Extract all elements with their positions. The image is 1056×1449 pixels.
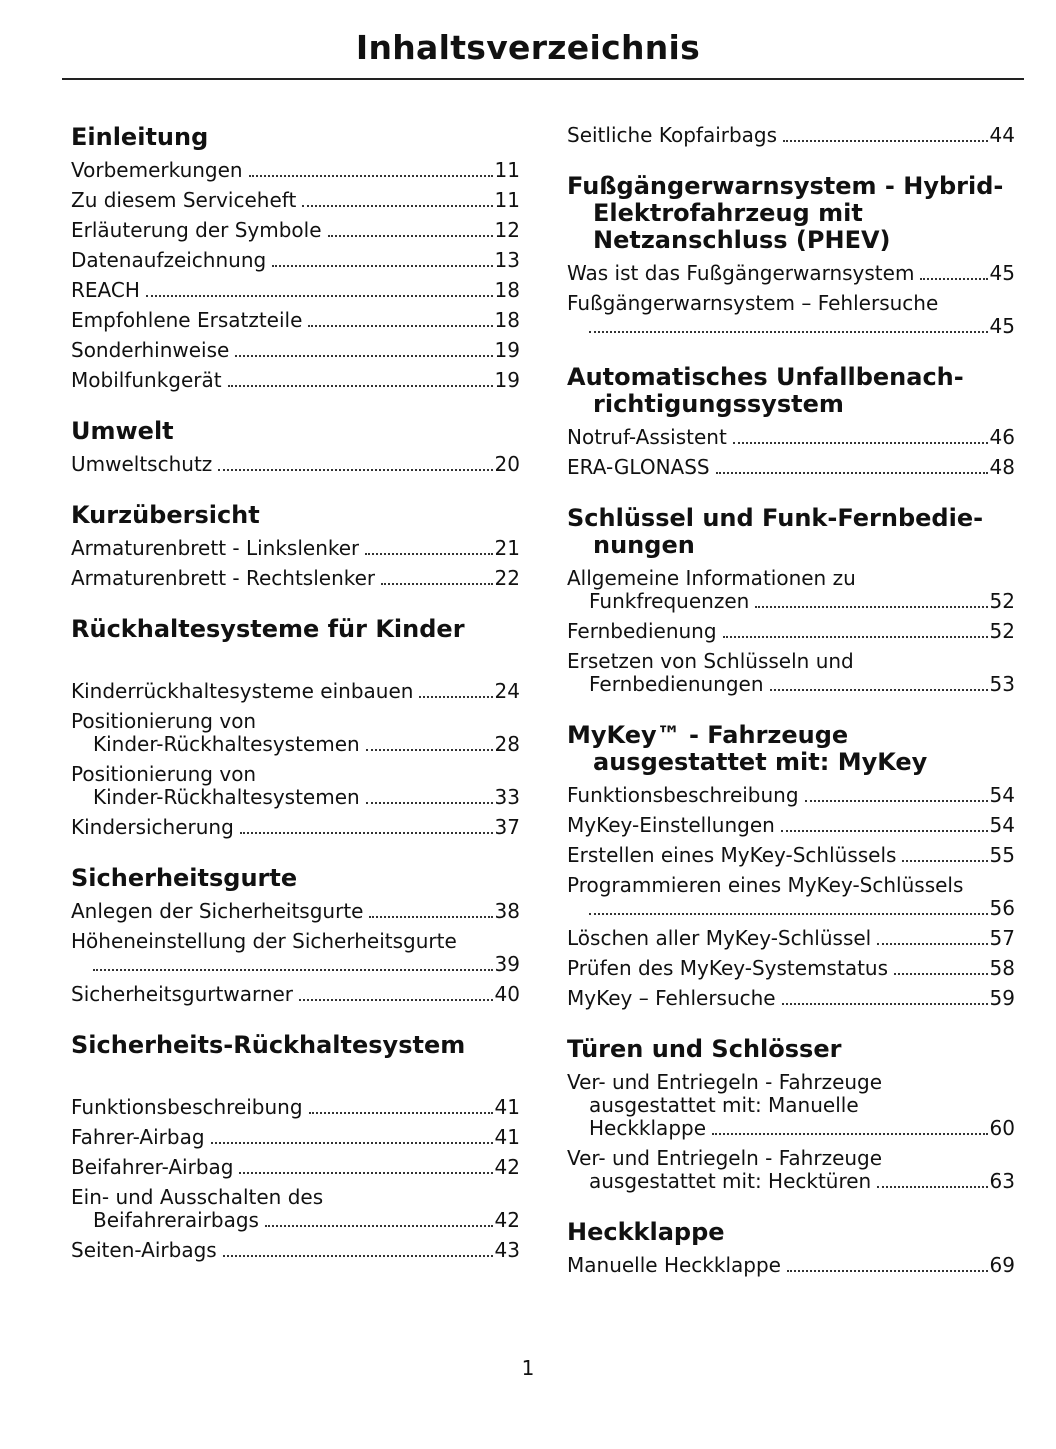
dot-leader — [366, 802, 493, 804]
toc-entry[interactable] — [567, 874, 1015, 920]
toc-entry[interactable] — [71, 567, 520, 590]
toc-entry-title: Erstellen eines MyKey-Schlüssels — [567, 844, 897, 867]
dot-leader — [783, 140, 988, 142]
toc-entry-title: Datenaufzeichnung — [71, 249, 267, 272]
toc-entry[interactable] — [71, 1186, 520, 1232]
toc-entry-title: ERA-GLONASS — [567, 456, 710, 479]
toc-entry[interactable] — [567, 456, 1015, 479]
toc-page-number: 54 — [989, 783, 1015, 807]
toc-entry[interactable] — [567, 844, 1015, 867]
toc-entry-line — [71, 369, 520, 392]
toc-entry-line — [71, 309, 520, 332]
toc-entry[interactable] — [567, 957, 1015, 980]
toc-page-number: 21 — [494, 536, 520, 560]
toc-entry-title: ausgestattet mit: Hecktüren — [589, 1170, 872, 1193]
toc-entry-title: Funkfrequenzen — [589, 590, 750, 613]
toc-page-number: 52 — [989, 619, 1015, 643]
toc-page-number: 43 — [494, 1238, 520, 1262]
dot-leader — [240, 832, 493, 834]
toc-entry-line — [567, 1170, 1015, 1193]
toc-entry-title: Armaturenbrett - Rechtslenker — [71, 567, 376, 590]
toc-entry[interactable] — [567, 784, 1015, 807]
toc-entry[interactable] — [567, 927, 1015, 950]
dot-leader — [419, 696, 492, 698]
toc-entry-title: Empfohlene Ersatzteile — [71, 309, 303, 332]
toc-entry[interactable] — [71, 189, 520, 212]
toc-entry-title: MyKey – Fehlersuche — [567, 987, 776, 1010]
toc-page-number: 45 — [989, 314, 1015, 338]
toc-entry-line — [71, 219, 520, 242]
toc-entry[interactable] — [71, 816, 520, 839]
toc-page-number: 24 — [494, 679, 520, 703]
dot-leader — [235, 355, 492, 357]
toc-section-kurzubersicht — [71, 502, 520, 590]
section-heading: Umwelt — [71, 417, 174, 445]
dot-leader — [712, 1133, 988, 1135]
toc-entry[interactable] — [567, 426, 1015, 449]
toc-entry-line — [567, 650, 1015, 673]
toc-entry-title: Ver- und Entriegeln - Fahrzeuge — [567, 1147, 883, 1170]
toc-page-number: 69 — [989, 1253, 1015, 1277]
toc-entry-title: Sicherheitsgurtwarner — [71, 983, 294, 1006]
toc-entry-line — [567, 1117, 1015, 1140]
toc-page-number: 59 — [989, 986, 1015, 1010]
dot-leader — [223, 1255, 493, 1257]
toc-entry-line — [71, 710, 520, 733]
dot-leader — [723, 636, 988, 638]
toc-entry-line — [71, 1186, 520, 1209]
toc-page-number: 41 — [494, 1095, 520, 1119]
toc-entry-line — [71, 680, 520, 703]
section-heading: Automatisches Unfallbenach-richtigungssystem — [567, 363, 964, 418]
dot-leader — [733, 442, 988, 444]
toc-page-number: 57 — [989, 926, 1015, 950]
toc-entry-title: Fußgängerwarnsystem – Fehlersuche — [567, 292, 939, 315]
toc-entry-title: Vorbemerkungen — [71, 159, 243, 182]
toc-entry-line — [71, 1096, 520, 1119]
toc-entry-line — [71, 249, 520, 272]
toc-entry-title: Prüfen des MyKey-Systemstatus — [567, 957, 889, 980]
dot-leader — [211, 1142, 493, 1144]
toc-entry-line — [71, 339, 520, 362]
toc-page-number: 46 — [989, 425, 1015, 449]
toc-entry-title: Kinder-Rückhaltesystemen — [93, 786, 360, 809]
dot-leader — [877, 1186, 987, 1188]
toc-page-number: 56 — [989, 896, 1015, 920]
dot-leader — [299, 999, 493, 1001]
dot-leader — [781, 830, 988, 832]
toc-section-sicherheits-ruckhaltesystem — [71, 1032, 520, 1262]
toc-left-column — [71, 124, 520, 1288]
toc-entry-line — [71, 567, 520, 590]
toc-section-turen-und-schlosser — [567, 1036, 1015, 1193]
dot-leader — [308, 325, 492, 327]
toc-page-number: 42 — [494, 1155, 520, 1179]
toc-entry[interactable] — [567, 987, 1015, 1010]
toc-section-mykey-fahrzeuge-ausgestattet-mit-mykey — [567, 722, 1015, 1010]
toc-entry-line — [71, 900, 520, 923]
toc-entry[interactable] — [71, 249, 520, 272]
toc-page-number: 11 — [494, 188, 520, 212]
dot-leader — [239, 1172, 492, 1174]
toc-entry[interactable] — [71, 453, 520, 476]
toc-entry-title: Umweltschutz — [71, 453, 213, 476]
dot-leader — [328, 235, 493, 237]
toc-section-automatisches-unfallbenach-richtigungssy — [567, 364, 1015, 479]
toc-entry-line — [567, 292, 1015, 315]
toc-entry-title: Löschen aller MyKey-Schlüssel — [567, 927, 872, 950]
dot-leader — [902, 860, 987, 862]
toc-entry-line — [71, 816, 520, 839]
toc-entry[interactable] — [71, 1126, 520, 1149]
toc-entry[interactable] — [71, 930, 520, 976]
toc-page-number: 13 — [494, 248, 520, 272]
toc-section-sicherheitsgurte — [71, 865, 520, 1006]
toc-entry-line — [71, 1239, 520, 1262]
dot-leader — [589, 331, 988, 333]
toc-entry[interactable] — [71, 159, 520, 182]
toc-entry[interactable] — [71, 1239, 520, 1262]
toc-entry-title: Allgemeine Informationen zu — [567, 567, 856, 590]
toc-entry-title: Seiten-Airbags — [71, 1239, 217, 1262]
dot-leader — [894, 973, 988, 975]
dot-leader — [265, 1225, 493, 1227]
toc-page-number: 11 — [494, 158, 520, 182]
dot-leader — [218, 469, 492, 471]
toc-page-number: 18 — [494, 308, 520, 332]
toc-entry[interactable] — [71, 680, 520, 703]
toc-entry-title: Anlegen der Sicherheitsgurte — [71, 900, 364, 923]
toc-entry[interactable] — [567, 124, 1015, 147]
toc-page-number: 52 — [989, 589, 1015, 613]
toc-entry-title: Manuelle Heckklappe — [567, 1254, 781, 1277]
dot-leader — [228, 385, 493, 387]
toc-section-fussgangerwarnsystem-hybrid-elektrofahrz — [567, 173, 1015, 338]
toc-page-number: 63 — [989, 1169, 1015, 1193]
toc-entry-line — [71, 953, 520, 976]
dot-leader — [770, 689, 988, 691]
toc-entry-title: Funktionsbeschreibung — [71, 1096, 303, 1119]
toc-page-number: 22 — [494, 566, 520, 590]
toc-page-number: 60 — [989, 1116, 1015, 1140]
toc-entry-line — [71, 279, 520, 302]
toc-entry-title: Fernbedienungen — [589, 673, 764, 696]
toc-entry[interactable] — [567, 1147, 1015, 1193]
toc-entry[interactable] — [71, 279, 520, 302]
toc-entry[interactable] — [71, 710, 520, 756]
toc-entry-title: Erläuterung der Symbole — [71, 219, 322, 242]
toc-section-umwelt — [71, 418, 520, 476]
toc-entry-line — [71, 786, 520, 809]
toc-page-number: 28 — [494, 732, 520, 756]
toc-entry-line — [567, 874, 1015, 897]
toc-entry-line — [567, 927, 1015, 950]
toc-entry-title: Fahrer-Airbag — [71, 1126, 205, 1149]
toc-entry-title: Ersetzen von Schlüsseln und — [567, 650, 854, 673]
toc-entry-line — [567, 957, 1015, 980]
toc-entry-title: Höheneinstellung der Sicherheitsgurte — [71, 930, 457, 953]
dot-leader — [302, 205, 492, 207]
toc-entry-title: Sonderhinweise — [71, 339, 230, 362]
toc-entry-title: Positionierung von — [71, 763, 257, 786]
toc-right-column — [567, 124, 1015, 1303]
toc-entry[interactable] — [567, 650, 1015, 696]
toc-entry-line — [567, 1147, 1015, 1170]
toc-entry[interactable] — [71, 1096, 520, 1119]
toc-entry[interactable] — [71, 309, 520, 332]
page-number: 1 — [521, 1356, 535, 1380]
dot-leader — [369, 916, 492, 918]
toc-entry[interactable] — [71, 369, 520, 392]
toc-entry-line — [567, 814, 1015, 837]
toc-entry[interactable] — [71, 763, 520, 809]
toc-entry-line — [567, 426, 1015, 449]
dot-leader — [366, 749, 493, 751]
toc-entry[interactable] — [71, 339, 520, 362]
toc-entry-title: Programmieren eines MyKey-Schlüssels — [567, 874, 964, 897]
toc-entry[interactable] — [71, 219, 520, 242]
toc-entry-title: Fernbedienung — [567, 620, 717, 643]
dot-leader — [146, 295, 493, 297]
toc-entry-line — [567, 315, 1015, 338]
dot-leader — [782, 1003, 988, 1005]
toc-entry[interactable] — [567, 814, 1015, 837]
dot-leader — [272, 265, 492, 267]
toc-section-schlussel-und-funk-fernbedie-nungen — [567, 505, 1015, 696]
toc-page-number: 42 — [494, 1208, 520, 1232]
toc-entry-line — [567, 784, 1015, 807]
dot-leader — [716, 472, 988, 474]
toc-entry-title: Funktionsbeschreibung — [567, 784, 799, 807]
page-title: Inhaltsverzeichnis — [355, 28, 701, 67]
toc-entry[interactable] — [567, 620, 1015, 643]
toc-entry-line — [71, 930, 520, 953]
toc-entry-line — [71, 763, 520, 786]
toc-page-number: 44 — [989, 123, 1015, 147]
toc-entry-line — [567, 1254, 1015, 1277]
toc-entry[interactable] — [71, 900, 520, 923]
section-heading: Fußgängerwarnsystem - Hybrid-Elektrofahrzeug mit Netzanschluss (PHEV) — [567, 172, 1004, 254]
toc-entry-line — [567, 262, 1015, 285]
section-heading: Einleitung — [71, 123, 209, 151]
toc-page-number: 45 — [989, 261, 1015, 285]
toc-section-heckklappe — [567, 1219, 1015, 1277]
toc-entry-line — [567, 456, 1015, 479]
toc-entry[interactable] — [71, 537, 520, 560]
toc-entry[interactable] — [71, 1156, 520, 1179]
toc-entry-line — [71, 733, 520, 756]
dot-leader — [93, 969, 493, 971]
toc-page-number: 55 — [989, 843, 1015, 867]
toc-entry-title: ausgestattet mit: Manuelle — [589, 1094, 859, 1117]
toc-entry-title: Was ist das Fußgängerwarnsystem — [567, 262, 915, 285]
toc-entry-line — [567, 1094, 1015, 1117]
title-divider — [62, 78, 1024, 80]
toc-entry-title: Kindersicherung — [71, 816, 234, 839]
section-heading: Schlüssel und Funk-Fernbedie-nungen — [567, 504, 984, 559]
toc-entry-line — [71, 537, 520, 560]
toc-page-number: 37 — [494, 815, 520, 839]
toc-page-number: 40 — [494, 982, 520, 1006]
dot-leader — [249, 175, 493, 177]
toc-entry-title: Beifahrerairbags — [93, 1209, 259, 1232]
toc-page-number: 18 — [494, 278, 520, 302]
toc-entry[interactable] — [567, 262, 1015, 285]
toc-entry-line — [567, 620, 1015, 643]
toc-entry-title: Ver- und Entriegeln - Fahrzeuge — [567, 1071, 883, 1094]
toc-entry-title: Zu diesem Serviceheft — [71, 189, 297, 212]
toc-page-number: 12 — [494, 218, 520, 242]
toc-entry-line — [71, 189, 520, 212]
toc-entry-title: Positionierung von — [71, 710, 257, 733]
toc-entry-title: Kinderrückhaltesysteme einbauen — [71, 680, 414, 703]
section-heading: Rückhaltesysteme für Kinder — [71, 615, 465, 643]
toc-page-number: 33 — [494, 785, 520, 809]
toc-entry[interactable] — [567, 567, 1015, 613]
toc-entry[interactable] — [567, 292, 1015, 338]
toc-entry-line — [567, 673, 1015, 696]
toc-entry-title: Notruf-Assistent — [567, 426, 727, 449]
section-heading: MyKey™ - Fahrzeuge ausgestattet mit: MyKey — [567, 721, 928, 776]
toc-page-number: 54 — [989, 813, 1015, 837]
toc-entry-line — [567, 897, 1015, 920]
toc-entry[interactable] — [71, 983, 520, 1006]
toc-entry-line — [567, 987, 1015, 1010]
toc-page-number: 41 — [494, 1125, 520, 1149]
dot-leader — [309, 1112, 493, 1114]
toc-page-number: 58 — [989, 956, 1015, 980]
dot-leader — [787, 1270, 988, 1272]
section-heading: Heckklappe — [567, 1218, 725, 1246]
toc-entry-line — [71, 1156, 520, 1179]
toc-page-number: 53 — [989, 672, 1015, 696]
toc-entry[interactable] — [567, 1254, 1015, 1277]
toc-entry-line — [567, 590, 1015, 613]
dot-leader — [755, 606, 987, 608]
toc-page-number: 19 — [494, 368, 520, 392]
toc-entry-line — [567, 1071, 1015, 1094]
toc-page-number: 48 — [989, 455, 1015, 479]
toc-entry-title: Ein- und Ausschalten des — [71, 1186, 324, 1209]
dot-leader — [805, 800, 988, 802]
toc-page-number: 38 — [494, 899, 520, 923]
toc-entry-line — [567, 844, 1015, 867]
toc-entry-line — [71, 453, 520, 476]
toc-entry-line — [567, 567, 1015, 590]
toc-entry-title: Heckklappe — [589, 1117, 707, 1140]
toc-entry-line — [71, 1126, 520, 1149]
section-heading: Sicherheitsgurte — [71, 864, 298, 892]
dot-leader — [381, 583, 492, 585]
toc-section-ruckhaltesysteme-fur-kinder — [71, 616, 520, 839]
toc-entry[interactable] — [567, 1071, 1015, 1140]
toc-entry-title: Armaturenbrett - Linkslenker — [71, 537, 360, 560]
dot-leader — [877, 943, 987, 945]
toc-page-number: 20 — [494, 452, 520, 476]
toc-entry-title: MyKey-Einstellungen — [567, 814, 775, 837]
dot-leader — [589, 913, 988, 915]
toc-entry-line — [71, 159, 520, 182]
toc-section-continued — [567, 124, 1015, 147]
toc-entry-title: Beifahrer-Airbag — [71, 1156, 234, 1179]
toc-page-number: 19 — [494, 338, 520, 362]
toc-entry-line — [567, 124, 1015, 147]
toc-entry-title: Seitliche Kopfairbags — [567, 124, 778, 147]
toc-entry-title: Mobilfunkgerät — [71, 369, 222, 392]
toc-entry-line — [71, 983, 520, 1006]
section-heading: Kurzübersicht — [71, 501, 260, 529]
toc-entry-line — [71, 1209, 520, 1232]
dot-leader — [920, 278, 987, 280]
section-heading: Türen und Schlösser — [567, 1035, 842, 1063]
toc-entry-title: REACH — [71, 279, 140, 302]
section-heading: Sicherheits-Rückhaltesystem — [71, 1031, 466, 1059]
toc-entry-title: Kinder-Rückhaltesystemen — [93, 733, 360, 756]
dot-leader — [365, 553, 492, 555]
toc-section-einleitung — [71, 124, 520, 392]
toc-page-number: 39 — [494, 952, 520, 976]
